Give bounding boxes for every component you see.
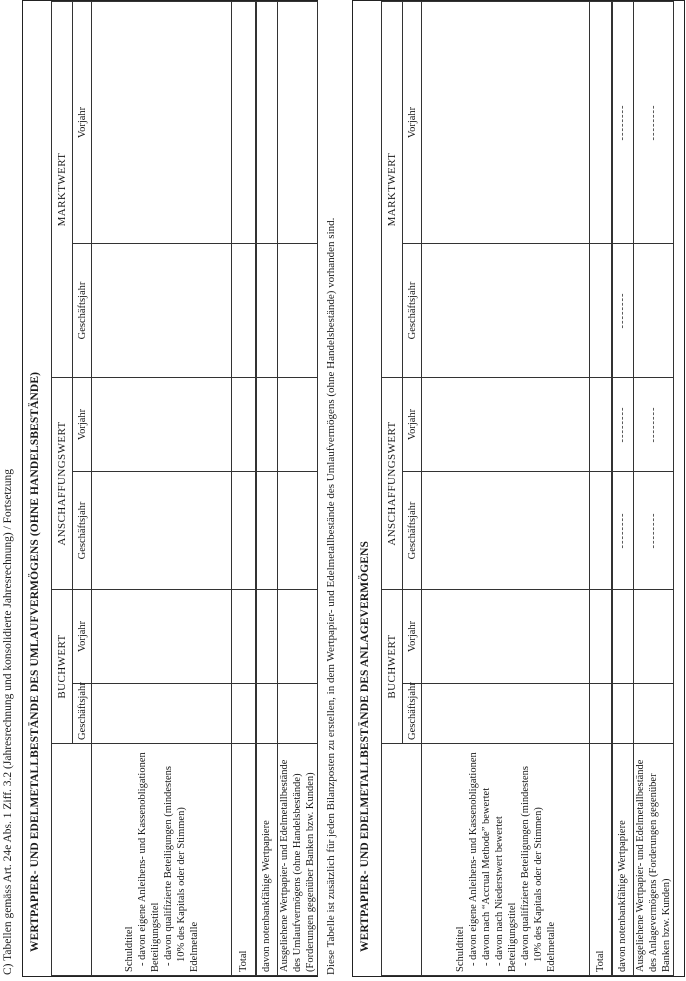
cell bbox=[256, 684, 278, 744]
cell bbox=[422, 243, 590, 377]
row-label: davon notenbankfähige Wertpapiere bbox=[612, 744, 634, 976]
row-label: Schuldtitel bbox=[123, 926, 135, 972]
cell bbox=[232, 377, 256, 471]
cell bbox=[590, 684, 612, 744]
cell bbox=[590, 377, 612, 471]
cell bbox=[92, 589, 232, 683]
table1-grid bbox=[51, 1, 318, 976]
cell bbox=[590, 243, 612, 377]
row-label: Total bbox=[590, 744, 612, 976]
row-label-text: Ausgeliehene Wertpapier- und Edelmetallbestände des Anlagevermögens (Forderungen gegenüber Banken bzw. Kunden) bbox=[635, 759, 672, 972]
row-label bbox=[278, 744, 318, 976]
row-label-text: Ausgeliehene Wertpapier- und Edelmetallbestände des Umlaufvermögens (ohne Handelsbestände) (Forderungen gegenüber Banken bzw. Kunden) bbox=[279, 759, 316, 972]
header-geschaeftsjahr: Geschäftsjahr bbox=[403, 684, 422, 744]
cell bbox=[256, 243, 278, 377]
table-row bbox=[422, 1, 590, 975]
cell bbox=[256, 1, 278, 243]
header-geschaeftsjahr: Geschäftsjahr bbox=[403, 471, 422, 589]
row-label: Beteiligungstitel bbox=[506, 902, 518, 972]
header-geschaeftsjahr: Geschäftsjahr bbox=[403, 243, 422, 377]
row-label: - davon qualifizierte Beteiligungen (mindestens 10% des Kapitals oder der Stimmen) bbox=[162, 765, 187, 966]
cell bbox=[256, 589, 278, 683]
table-row bbox=[634, 1, 674, 975]
cell bbox=[232, 471, 256, 589]
cell bbox=[590, 471, 612, 589]
cell bbox=[232, 589, 256, 683]
header-geschaeftsjahr: Geschäftsjahr bbox=[73, 243, 92, 377]
header-corner bbox=[382, 744, 422, 976]
dash-cell: -------- bbox=[612, 243, 634, 377]
dash-cell: -------- bbox=[612, 471, 634, 589]
header-vorjahr: Vorjahr bbox=[73, 1, 92, 243]
row-label: - davon nach “Accrual Methode” bewertet bbox=[480, 787, 492, 966]
cell bbox=[92, 684, 232, 744]
row-label-block bbox=[422, 744, 590, 976]
header-marktwert: MARKTWERT bbox=[382, 1, 403, 377]
cell bbox=[422, 377, 590, 471]
cell bbox=[92, 1, 232, 243]
header-vorjahr: Vorjahr bbox=[73, 589, 92, 683]
dash-cell: -------- bbox=[612, 377, 634, 471]
header-corner bbox=[52, 744, 92, 976]
dash-cell: -------- bbox=[634, 471, 674, 589]
cell bbox=[278, 243, 318, 377]
row-label bbox=[634, 744, 674, 976]
header-vorjahr: Vorjahr bbox=[73, 377, 92, 471]
cell bbox=[232, 1, 256, 243]
table-row-total bbox=[232, 1, 256, 975]
table2-grid bbox=[381, 1, 674, 976]
header-buchwert: BUCHWERT bbox=[52, 589, 73, 743]
header-vorjahr: Vorjahr bbox=[403, 589, 422, 683]
page-caption: C) Tabellen gemäss Art. 24e Abs. 1 Ziff. 3.2 (Jahresrechnung und konsolidierte Jahresrechnung) / Fortsetzung bbox=[2, 469, 14, 975]
dash-cell: -------- bbox=[634, 1, 674, 243]
dash-cell: -------- bbox=[634, 377, 674, 471]
row-label: Beteiligungstitel bbox=[149, 902, 161, 972]
cell bbox=[92, 471, 232, 589]
cell bbox=[232, 684, 256, 744]
cell bbox=[278, 589, 318, 683]
cell bbox=[612, 589, 634, 683]
header-vorjahr: Vorjahr bbox=[403, 1, 422, 243]
cell bbox=[278, 471, 318, 589]
header-geschaeftsjahr: Geschäftsjahr bbox=[73, 471, 92, 589]
cell bbox=[634, 243, 674, 377]
table-row bbox=[612, 1, 634, 975]
row-label: - davon nach Niederstwert bewertet bbox=[493, 816, 505, 966]
dash-cell: -------- bbox=[612, 1, 634, 243]
row-label: davon notenbankfähige Wertpapiere bbox=[256, 744, 278, 976]
header-vorjahr: Vorjahr bbox=[403, 377, 422, 471]
cell bbox=[422, 589, 590, 683]
table-row-total bbox=[590, 1, 612, 975]
cell bbox=[422, 684, 590, 744]
table-row bbox=[278, 1, 318, 975]
cell bbox=[590, 589, 612, 683]
row-label: Edelmetalle bbox=[545, 921, 557, 972]
header-geschaeftsjahr: Geschäftsjahr bbox=[73, 684, 92, 744]
cell bbox=[92, 377, 232, 471]
table1-title: WERTPAPIER- UND EDELMETALLBESTÄNDE DES UMLAUFVERMÖGENS (OHNE HANDELSBESTÄNDE) bbox=[29, 371, 41, 952]
cell bbox=[634, 589, 674, 683]
cell bbox=[278, 1, 318, 243]
header-marktwert: MARKTWERT bbox=[52, 1, 73, 377]
cell bbox=[278, 684, 318, 744]
cell bbox=[612, 684, 634, 744]
cell bbox=[422, 471, 590, 589]
table-umlaufvermoegen bbox=[22, 0, 318, 977]
header-anschaffungswert: ANSCHAFFUNGSWERT bbox=[382, 377, 403, 589]
cell bbox=[422, 1, 590, 243]
row-label: Total bbox=[232, 744, 256, 976]
table-note: Diese Tabelle ist zusätzlich für jeden Bilanzposten zu erstellen, in dem Wertpapier- und Edelmetallbestände des Umlaufvermögens (ohne Handelsbestände) vorhanden sind. bbox=[325, 217, 337, 975]
row-label: Schuldtitel bbox=[454, 926, 466, 972]
row-label: Edelmetalle bbox=[188, 921, 200, 972]
row-label-block bbox=[92, 744, 232, 976]
header-buchwert: BUCHWERT bbox=[382, 589, 403, 743]
cell bbox=[92, 243, 232, 377]
cell bbox=[278, 377, 318, 471]
cell bbox=[232, 243, 256, 377]
table-row bbox=[256, 1, 278, 975]
row-label: - davon qualifizierte Beteiligungen (mindestens 10% des Kapitals oder der Stimmen) bbox=[519, 765, 544, 966]
table2-title: WERTPAPIER- UND EDELMETALLBESTÄNDE DES ANLAGEVERMÖGENS bbox=[359, 541, 371, 952]
table-row bbox=[92, 1, 232, 975]
header-anschaffungswert: ANSCHAFFUNGSWERT bbox=[52, 377, 73, 589]
table-anlagevermoegen bbox=[352, 0, 685, 977]
row-label: - davon eigene Anleihens- und Kassenobligationen bbox=[136, 752, 148, 966]
cell bbox=[590, 1, 612, 243]
row-label: - davon eigene Anleihens- und Kassenobligationen bbox=[467, 752, 479, 966]
cell bbox=[256, 471, 278, 589]
cell bbox=[634, 684, 674, 744]
cell bbox=[256, 377, 278, 471]
